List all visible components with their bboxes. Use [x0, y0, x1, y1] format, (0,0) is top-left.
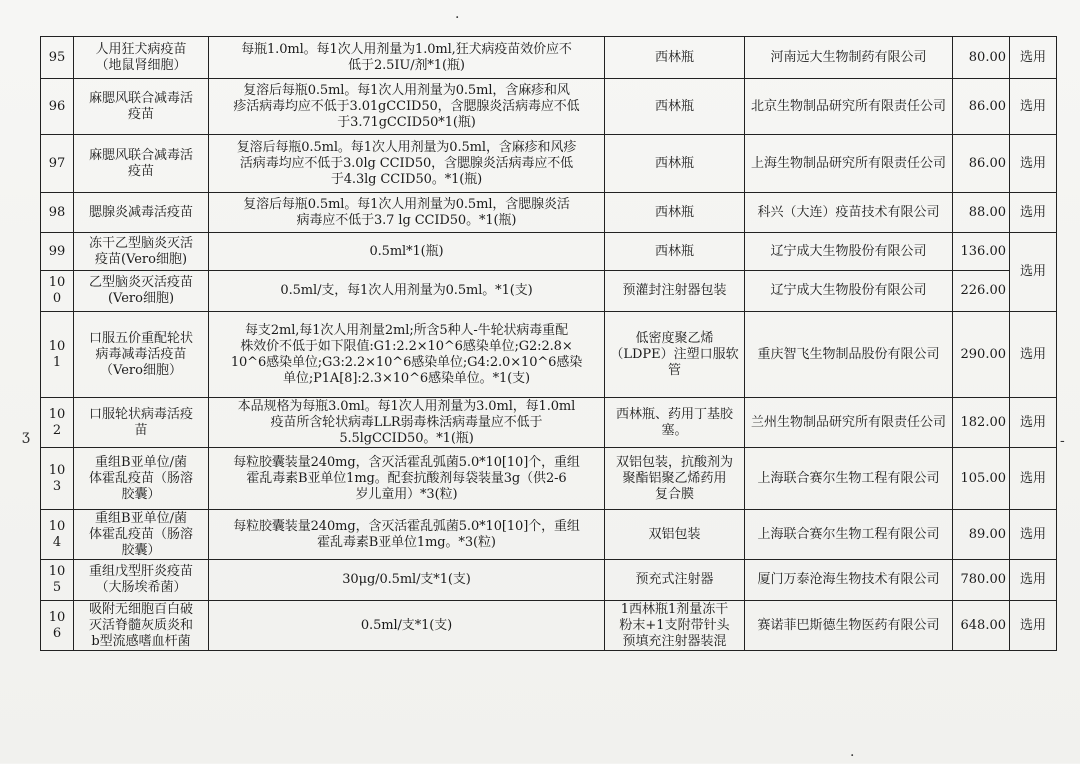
price: 86.00	[953, 79, 1010, 135]
row-number: 10 3	[41, 448, 74, 510]
selection-status: 选用	[1010, 37, 1057, 79]
selection-status: 选用	[1010, 448, 1057, 510]
manufacturer: 北京生物制品研究所有限责任公司	[745, 79, 953, 135]
row-number: 10 0	[41, 271, 74, 312]
table-row	[41, 37, 1057, 79]
specification: 本品规格为每瓶3.0ml。每1次人用剂量为3.0ml，每1.0ml 疫苗所含轮状病毒LLR弱毒株活病毒量应不低于 5.5lgCCID50。*1(瓶)	[209, 398, 605, 448]
row-number: 96	[41, 79, 74, 135]
manufacturer: 辽宁成大生物股份有限公司	[745, 233, 953, 271]
scan-mark: ·	[455, 10, 460, 26]
table-row	[41, 601, 1057, 651]
specification: 0.5ml/支*1(支)	[209, 601, 605, 651]
vaccine-name: 人用狂犬病疫苗 （地鼠肾细胞）	[74, 37, 209, 79]
vaccine-name: 口服轮状病毒活疫 苗	[74, 398, 209, 448]
table-row	[41, 398, 1057, 448]
packaging: 双铝包装	[605, 510, 745, 560]
packaging: 低密度聚乙烯 （LDPE）注塑口服软 管	[605, 312, 745, 398]
specification: 每粒胶囊装量240mg，含灭活霍乱弧菌5.0*10[10]个，重组 霍乱毒素B亚单位1mg。配套抗酸剂每袋装量3g（供2-6 岁儿童用）*3(粒)	[209, 448, 605, 510]
packaging: 预充式注射器	[605, 560, 745, 601]
manufacturer: 重庆智飞生物制品股份有限公司	[745, 312, 953, 398]
selection-status: 选用	[1010, 233, 1057, 312]
price: 136.00	[953, 233, 1010, 271]
selection-status: 选用	[1010, 193, 1057, 233]
table-row	[41, 271, 1057, 312]
row-number: 10 5	[41, 560, 74, 601]
packaging: 西林瓶	[605, 37, 745, 79]
vaccine-name: 腮腺炎减毒活疫苗	[74, 193, 209, 233]
price: 780.00	[953, 560, 1010, 601]
manufacturer: 上海生物制品研究所有限责任公司	[745, 135, 953, 193]
row-number: 10 6	[41, 601, 74, 651]
specification: 复溶后每瓶0.5ml。每1次人用剂量为0.5ml，含腮腺炎活 病毒应不低于3.7 lg CCID50。*1(瓶)	[209, 193, 605, 233]
vaccine-name: 乙型脑炎灭活疫苗 (Vero细胞)	[74, 271, 209, 312]
vaccine-table	[40, 36, 1057, 651]
vaccine-name: 吸附无细胞百白破 灭活脊髓灰质炎和 b型流感嗜血杆菌	[74, 601, 209, 651]
price: 88.00	[953, 193, 1010, 233]
scan-mark: ·	[850, 748, 855, 764]
selection-status: 选用	[1010, 510, 1057, 560]
row-number: 99	[41, 233, 74, 271]
specification: 复溶后每瓶0.5ml。每1次人用剂量为0.5ml，含麻疹和风疹 活病毒均应不低于3.0lg CCID50，含腮腺炎活病毒应不低 于4.3lg CCID50。*1(瓶)	[209, 135, 605, 193]
specification: 每粒胶囊装量240mg，含灭活霍乱弧菌5.0*10[10]个，重组 霍乱毒素B亚单位1mg。*3(粒)	[209, 510, 605, 560]
price: 182.00	[953, 398, 1010, 448]
vaccine-name: 重组B亚单位/菌 体霍乱疫苗（肠溶 胶囊）	[74, 510, 209, 560]
row-number: 10 2	[41, 398, 74, 448]
packaging: 预灌封注射器包装	[605, 271, 745, 312]
row-number: 98	[41, 193, 74, 233]
scan-mark: ʒ	[22, 428, 30, 444]
specification: 每支2ml,每1次人用剂量2ml;所含5种人-牛轮状病毒重配 株效价不低于如下限值:G1:2.2×10^6感染单位;G2:2.8× 10^6感染单位;G3:2.2×10^6感染单位;G4:2.0×10^6感染 单位;P1A[8]:2.3×10^6感染单位。*1(支)	[209, 312, 605, 398]
price: 290.00	[953, 312, 1010, 398]
table-row	[41, 560, 1057, 601]
vaccine-name: 冻干乙型脑炎灭活 疫苗(Vero细胞)	[74, 233, 209, 271]
specification: 30μg/0.5ml/支*1(支)	[209, 560, 605, 601]
selection-status: 选用	[1010, 601, 1057, 651]
vaccine-name: 重组B亚单位/菌 体霍乱疫苗（肠溶 胶囊）	[74, 448, 209, 510]
packaging: 西林瓶	[605, 193, 745, 233]
row-number: 10 4	[41, 510, 74, 560]
manufacturer: 赛诺菲巴斯德生物医药有限公司	[745, 601, 953, 651]
scan-mark: -	[1060, 433, 1065, 449]
price: 89.00	[953, 510, 1010, 560]
selection-status: 选用	[1010, 560, 1057, 601]
table-row	[41, 448, 1057, 510]
price: 226.00	[953, 271, 1010, 312]
specification: 复溶后每瓶0.5ml。每1次人用剂量为0.5ml，含麻疹和风 疹活病毒均应不低于3.01gCCID50，含腮腺炎活病毒应不低 于3.71gCCID50*1(瓶)	[209, 79, 605, 135]
selection-status: 选用	[1010, 398, 1057, 448]
row-number: 10 1	[41, 312, 74, 398]
selection-status: 选用	[1010, 135, 1057, 193]
specification: 每瓶1.0ml。每1次人用剂量为1.0ml,狂犬病疫苗效价应不 低于2.5IU/剂*1(瓶)	[209, 37, 605, 79]
vaccine-name: 麻腮风联合减毒活 疫苗	[74, 135, 209, 193]
manufacturer: 上海联合赛尔生物工程有限公司	[745, 448, 953, 510]
selection-status: 选用	[1010, 312, 1057, 398]
manufacturer: 厦门万泰沧海生物技术有限公司	[745, 560, 953, 601]
packaging: 西林瓶	[605, 135, 745, 193]
table-row	[41, 135, 1057, 193]
table-row	[41, 193, 1057, 233]
table-row	[41, 312, 1057, 398]
specification: 0.5ml/支，每1次人用剂量为0.5ml。*1(支)	[209, 271, 605, 312]
manufacturer: 辽宁成大生物股份有限公司	[745, 271, 953, 312]
vaccine-name: 重组戊型肝炎疫苗 （大肠埃希菌）	[74, 560, 209, 601]
packaging: 双铝包装，抗酸剂为 聚酯铝聚乙烯药用 复合膜	[605, 448, 745, 510]
manufacturer: 科兴（大连）疫苗技术有限公司	[745, 193, 953, 233]
vaccine-name: 麻腮风联合减毒活 疫苗	[74, 79, 209, 135]
table-row	[41, 233, 1057, 271]
row-number: 97	[41, 135, 74, 193]
packaging: 1西林瓶1剂量冻干 粉末+1支附带针头 预填充注射器装混	[605, 601, 745, 651]
specification: 0.5ml*1(瓶)	[209, 233, 605, 271]
packaging: 西林瓶	[605, 233, 745, 271]
price: 80.00	[953, 37, 1010, 79]
manufacturer: 上海联合赛尔生物工程有限公司	[745, 510, 953, 560]
row-number: 95	[41, 37, 74, 79]
vaccine-name: 口服五价重配轮状 病毒减毒活疫苗 （Vero细胞）	[74, 312, 209, 398]
table-row	[41, 510, 1057, 560]
packaging: 西林瓶、药用丁基胶 塞。	[605, 398, 745, 448]
price: 105.00	[953, 448, 1010, 510]
selection-status: 选用	[1010, 79, 1057, 135]
manufacturer: 兰州生物制品研究所有限责任公司	[745, 398, 953, 448]
price: 648.00	[953, 601, 1010, 651]
manufacturer: 河南远大生物制药有限公司	[745, 37, 953, 79]
packaging: 西林瓶	[605, 79, 745, 135]
price: 86.00	[953, 135, 1010, 193]
table-row	[41, 79, 1057, 135]
